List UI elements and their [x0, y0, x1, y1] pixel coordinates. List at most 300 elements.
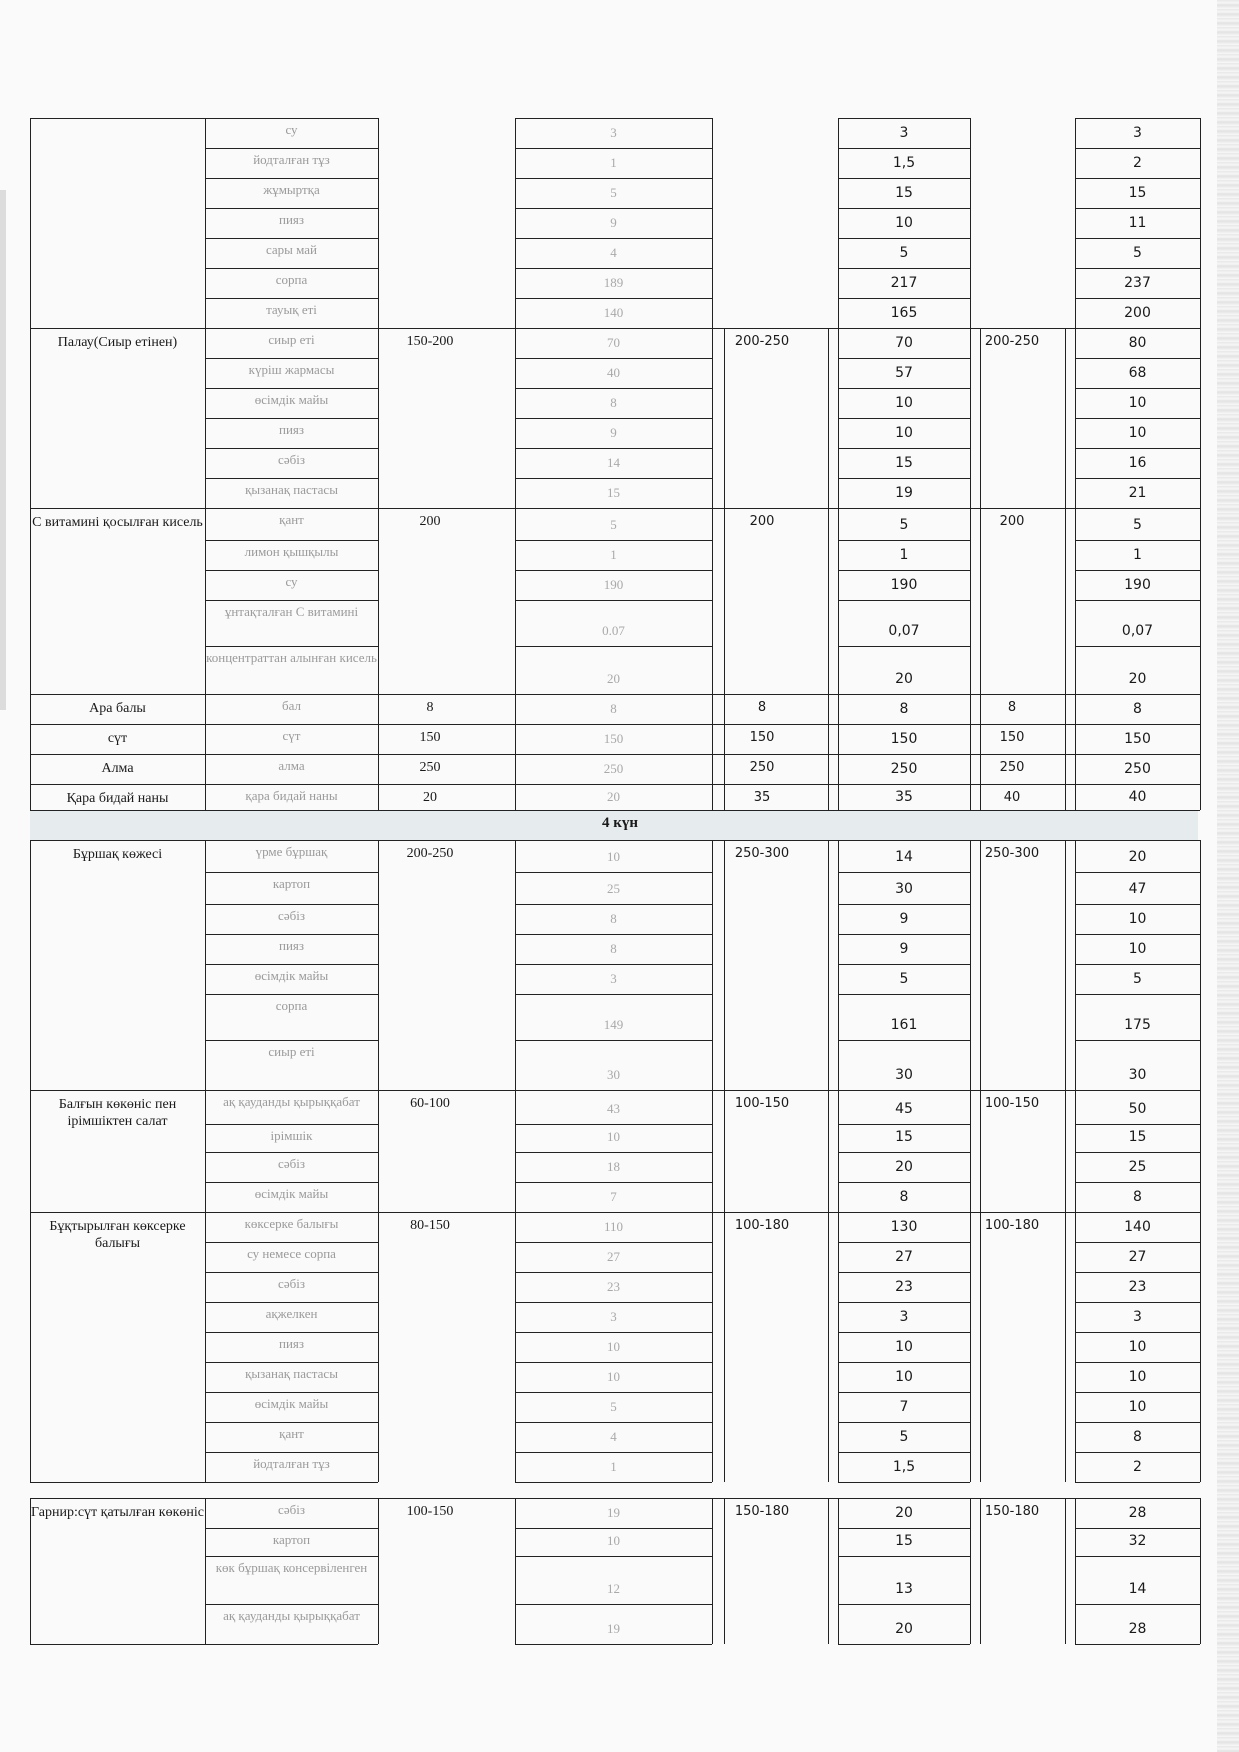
table-rule	[838, 478, 839, 508]
gram-value: 10	[607, 1129, 620, 1144]
portion-size: 100-150	[406, 1504, 454, 1519]
table-rule	[515, 646, 712, 647]
table-rule	[1075, 1528, 1076, 1556]
table-rule	[515, 1362, 712, 1363]
table-rule	[378, 694, 515, 695]
table-rule	[970, 508, 971, 540]
table-rule	[515, 1392, 516, 1422]
table-rule	[712, 418, 713, 448]
gram-value: 15	[895, 185, 913, 201]
gram-value: 23	[895, 1279, 913, 1295]
gram-value: 7	[610, 1189, 617, 1204]
gram-value: 43	[607, 1101, 620, 1116]
table-rule	[970, 1332, 971, 1362]
table-rule	[838, 1604, 839, 1644]
table-rule	[378, 298, 379, 328]
table-rule	[1075, 904, 1076, 934]
gram-value: 15	[895, 1129, 913, 1145]
table-rule	[30, 1498, 31, 1644]
gram-value: 0,07	[888, 623, 920, 639]
table-rule	[970, 934, 971, 964]
table-rule	[970, 418, 971, 448]
gram-value: 25	[1128, 1159, 1147, 1175]
table-rule	[515, 478, 712, 479]
gram-value: 14	[895, 849, 913, 865]
table-rule	[515, 724, 516, 754]
table-rule	[980, 1498, 981, 1644]
gram-value: 10	[1128, 911, 1147, 927]
table-rule	[30, 118, 31, 328]
table-rule	[30, 328, 31, 508]
gram-value: 30	[607, 1067, 620, 1082]
ingredient-name: йодталған тұз	[253, 1456, 330, 1471]
table-rule	[30, 810, 1198, 811]
table-rule	[1075, 964, 1200, 965]
table-rule	[30, 784, 205, 785]
portion-size: 150	[999, 730, 1025, 745]
table-rule	[1075, 298, 1200, 299]
gram-value: 13	[895, 1581, 913, 1597]
table-rule	[205, 238, 378, 239]
table-rule	[712, 1272, 713, 1302]
table-rule	[1075, 540, 1200, 541]
gram-value: 10	[895, 395, 913, 411]
table-rule	[712, 1124, 713, 1152]
table-rule	[838, 178, 839, 208]
table-rule	[378, 1182, 379, 1212]
table-rule	[515, 358, 712, 359]
table-rule	[838, 118, 970, 119]
table-rule	[970, 1040, 971, 1090]
table-rule	[205, 298, 378, 299]
table-rule	[970, 388, 971, 418]
table-rule	[515, 1040, 516, 1090]
table-rule	[970, 178, 971, 208]
table-rule	[515, 1272, 712, 1273]
table-rule	[1065, 784, 1066, 810]
gram-value: 1	[610, 547, 617, 562]
table-rule	[1200, 600, 1201, 646]
ingredient-name: сүт	[282, 728, 301, 743]
table-rule	[515, 540, 516, 570]
portion-size: 100-150	[734, 1096, 790, 1111]
gram-value: 150	[603, 731, 624, 746]
table-rule	[712, 1528, 713, 1556]
table-rule	[1075, 724, 1076, 754]
gram-value: 10	[895, 1339, 913, 1355]
portion-size: 200-250	[984, 334, 1040, 349]
table-rule	[515, 1644, 712, 1645]
table-rule	[1075, 646, 1076, 694]
table-rule	[1075, 1124, 1076, 1152]
table-rule	[378, 1332, 379, 1362]
table-rule	[1075, 1272, 1076, 1302]
table-rule	[515, 418, 712, 419]
portion-size: 150-180	[734, 1504, 790, 1519]
table-rule	[1200, 238, 1201, 268]
ingredient-name: пияз	[278, 422, 305, 437]
table-rule	[838, 872, 839, 904]
table-rule	[515, 1152, 516, 1182]
gram-value: 190	[1124, 577, 1151, 593]
table-rule	[970, 1090, 1075, 1091]
gram-value: 5	[610, 185, 617, 200]
portion-size: 250-300	[734, 846, 790, 861]
dish-name: Бұршақ көжесі	[72, 847, 163, 862]
table-rule	[712, 148, 713, 178]
table-rule	[1075, 1332, 1076, 1362]
table-rule	[30, 754, 31, 784]
gram-value: 27	[895, 1249, 913, 1265]
gram-value: 8	[1133, 1429, 1142, 1445]
gram-value: 20	[895, 1505, 913, 1521]
dish-name: Балғын көкөніс пен ірімшіктен салат	[58, 1097, 177, 1129]
table-rule	[1065, 1212, 1066, 1482]
table-rule	[205, 328, 378, 329]
table-rule	[515, 1124, 712, 1125]
gram-value: 8	[610, 701, 617, 716]
table-rule	[378, 1392, 379, 1422]
table-rule	[712, 1498, 713, 1528]
portion-size: 40	[1003, 790, 1021, 805]
gram-value: 3	[1133, 1309, 1142, 1325]
table-rule	[1200, 478, 1201, 508]
gram-value: 5	[1133, 245, 1142, 261]
table-rule	[515, 994, 516, 1040]
gram-value: 28	[1128, 1505, 1147, 1521]
table-rule	[838, 540, 839, 570]
table-rule	[30, 508, 205, 509]
table-rule	[30, 694, 205, 695]
table-rule	[515, 694, 712, 695]
table-rule	[980, 840, 981, 1090]
ingredient-name: пияз	[278, 938, 305, 953]
table-rule	[1075, 1212, 1200, 1213]
table-rule	[712, 754, 838, 755]
table-rule	[970, 268, 971, 298]
gram-value: 1	[899, 547, 909, 563]
table-rule	[1075, 1498, 1076, 1528]
table-rule	[515, 1242, 712, 1243]
table-rule	[30, 754, 205, 755]
table-rule	[1065, 508, 1066, 694]
table-rule	[712, 904, 713, 934]
table-rule	[970, 328, 1075, 329]
table-rule	[378, 1556, 379, 1604]
portion-size: 35	[753, 790, 771, 805]
table-rule	[515, 1242, 516, 1272]
portion-size: 200	[749, 514, 775, 529]
table-rule	[712, 1556, 713, 1604]
table-rule	[515, 1182, 516, 1212]
table-rule	[828, 1212, 829, 1482]
gram-value: 2	[1133, 155, 1142, 171]
table-rule	[515, 178, 516, 208]
portion-size: 150-180	[984, 1504, 1040, 1519]
gram-value: 18	[607, 1159, 620, 1174]
table-rule	[1075, 148, 1076, 178]
table-rule	[970, 784, 971, 810]
table-rule	[712, 358, 713, 388]
table-rule	[205, 268, 378, 269]
table-rule	[838, 1604, 970, 1605]
table-rule	[515, 1124, 516, 1152]
table-rule	[515, 268, 712, 269]
table-rule	[1065, 694, 1066, 724]
table-rule	[970, 840, 971, 872]
table-rule	[1200, 1152, 1201, 1182]
table-rule	[970, 1212, 1075, 1213]
portion-size: 80-150	[410, 1218, 450, 1233]
table-rule	[205, 1242, 378, 1243]
table-rule	[205, 1302, 378, 1303]
table-rule	[712, 964, 713, 994]
table-rule	[970, 694, 971, 724]
table-rule	[1200, 298, 1201, 328]
table-rule	[970, 238, 971, 268]
table-rule	[712, 268, 713, 298]
table-rule	[378, 840, 379, 872]
portion-size: 250-300	[984, 846, 1040, 861]
table-rule	[712, 1182, 713, 1212]
table-rule	[838, 570, 839, 600]
gram-value: 10	[607, 1533, 620, 1548]
table-rule	[1200, 934, 1201, 964]
table-rule	[970, 1392, 971, 1422]
table-rule	[515, 600, 712, 601]
table-rule	[1075, 358, 1200, 359]
table-rule	[970, 1152, 971, 1182]
table-rule	[838, 1182, 970, 1183]
gram-value: 10	[895, 1369, 913, 1385]
table-rule	[515, 1482, 712, 1483]
table-rule	[1075, 540, 1076, 570]
ingredient-name: көксерке балығы	[244, 1216, 339, 1231]
table-rule	[970, 1498, 1075, 1499]
table-rule	[30, 1644, 205, 1645]
table-rule	[970, 724, 1075, 725]
table-rule	[378, 358, 379, 388]
table-rule	[1075, 208, 1076, 238]
table-rule	[515, 784, 516, 810]
table-rule	[712, 1212, 713, 1242]
table-rule	[205, 646, 378, 647]
table-rule	[205, 508, 378, 509]
ingredient-name: ірімшік	[270, 1128, 313, 1143]
table-rule	[838, 840, 839, 872]
table-rule	[980, 508, 981, 694]
table-rule	[378, 904, 379, 934]
table-rule	[1200, 1392, 1201, 1422]
table-rule	[1075, 840, 1076, 872]
table-rule	[838, 1212, 970, 1213]
table-rule	[378, 964, 379, 994]
table-rule	[712, 724, 838, 725]
table-rule	[378, 148, 379, 178]
table-rule	[838, 1528, 839, 1556]
table-rule	[970, 358, 971, 388]
table-rule	[838, 328, 970, 329]
ingredient-name: қызанақ пастасы	[245, 1366, 338, 1381]
ingredient-name: ақ қауданды қырыққабат	[223, 1608, 360, 1623]
table-rule	[838, 1528, 970, 1529]
table-rule	[712, 840, 713, 872]
table-rule	[712, 934, 713, 964]
table-rule	[1075, 1604, 1200, 1605]
table-rule	[1200, 1272, 1201, 1302]
table-rule	[515, 268, 516, 298]
table-rule	[838, 904, 839, 934]
table-rule	[1075, 1242, 1076, 1272]
table-rule	[838, 508, 839, 540]
gram-value: 19	[607, 1621, 620, 1636]
table-rule	[838, 1242, 839, 1272]
table-rule	[712, 118, 713, 148]
gram-value: 9	[610, 425, 617, 440]
portion-size: 250	[419, 760, 441, 775]
table-rule	[30, 1482, 205, 1483]
table-rule	[1200, 328, 1201, 358]
table-rule	[205, 478, 378, 479]
table-rule	[378, 1528, 379, 1556]
table-rule	[838, 540, 970, 541]
table-rule	[515, 178, 712, 179]
gram-value: 5	[899, 517, 909, 533]
table-rule	[1075, 508, 1076, 540]
table-rule	[838, 1392, 970, 1393]
table-rule	[30, 328, 205, 329]
dish-name: Палау(Сиыр етінен)	[57, 335, 178, 350]
table-rule	[970, 1556, 971, 1604]
table-rule	[1075, 994, 1076, 1040]
table-rule	[515, 540, 712, 541]
table-rule	[205, 1212, 378, 1213]
table-rule	[515, 508, 516, 540]
gram-value: 70	[895, 335, 913, 351]
ingredient-name: ақжелкен	[265, 1306, 318, 1321]
table-rule	[838, 1498, 839, 1528]
table-rule	[378, 1302, 379, 1332]
gram-value: 70	[607, 335, 620, 350]
table-rule	[1075, 1272, 1200, 1273]
table-rule	[838, 328, 839, 358]
ingredient-name: өсімдік майы	[254, 1396, 329, 1411]
table-rule	[378, 238, 379, 268]
table-rule	[980, 694, 981, 724]
table-rule	[1200, 178, 1201, 208]
table-rule	[838, 208, 970, 209]
ingredient-name: қызанақ пастасы	[245, 482, 338, 497]
table-rule	[378, 754, 379, 784]
gram-value: 175	[1124, 1017, 1151, 1033]
table-rule	[378, 328, 515, 329]
gram-value: 2	[1133, 1459, 1142, 1475]
table-rule	[378, 1452, 379, 1482]
table-rule	[1075, 178, 1076, 208]
table-rule	[1075, 872, 1200, 873]
table-rule	[970, 1362, 971, 1392]
gram-value: 10	[1128, 1369, 1147, 1385]
table-rule	[515, 448, 516, 478]
table-rule	[515, 754, 712, 755]
table-rule	[838, 388, 839, 418]
table-rule	[1075, 1090, 1200, 1091]
portion-size: 8	[757, 700, 767, 715]
table-rule	[515, 904, 712, 905]
table-rule	[1075, 1482, 1200, 1483]
table-rule	[970, 148, 971, 178]
gram-value: 237	[1124, 275, 1151, 291]
table-rule	[1065, 1090, 1066, 1212]
gram-value: 15	[895, 1533, 913, 1549]
table-rule	[1200, 784, 1201, 810]
gram-value: 45	[895, 1101, 913, 1117]
table-rule	[1075, 238, 1076, 268]
gram-value: 1	[610, 155, 617, 170]
gram-value: 50	[1128, 1101, 1147, 1117]
gram-value: 5	[1133, 971, 1142, 987]
table-rule	[1200, 1452, 1201, 1482]
gram-value: 189	[603, 275, 624, 290]
table-rule	[838, 148, 839, 178]
table-rule	[515, 298, 516, 328]
gram-value: 20	[607, 789, 620, 804]
table-rule	[838, 754, 970, 755]
table-rule	[712, 872, 713, 904]
table-rule	[515, 448, 712, 449]
table-rule	[838, 1272, 839, 1302]
table-rule	[724, 724, 725, 754]
portion-size: 100-180	[984, 1218, 1040, 1233]
dish-name: С витаминi қосылған кисель	[32, 515, 203, 530]
gram-value: 1	[1133, 547, 1142, 563]
table-rule	[515, 1528, 712, 1529]
table-rule	[724, 1212, 725, 1482]
table-rule	[515, 388, 712, 389]
table-rule	[205, 1556, 378, 1557]
table-rule	[378, 754, 515, 755]
table-rule	[1075, 994, 1200, 995]
day-heading: 4 күн	[601, 815, 639, 831]
table-rule	[712, 328, 713, 358]
table-rule	[970, 754, 1075, 755]
table-rule	[712, 1152, 713, 1182]
table-rule	[712, 600, 713, 646]
table-rule	[1075, 1452, 1076, 1482]
portion-size: 200	[419, 514, 441, 529]
table-rule	[838, 1482, 970, 1483]
gram-value: 5	[899, 245, 909, 261]
gram-value: 1,5	[892, 155, 916, 171]
table-rule	[838, 1302, 839, 1332]
table-rule	[838, 934, 839, 964]
table-rule	[1200, 1604, 1201, 1644]
table-rule	[712, 478, 713, 508]
portion-size: 20	[423, 790, 437, 805]
ingredient-name: алма	[278, 758, 305, 773]
table-rule	[838, 1152, 970, 1153]
table-rule	[1075, 1362, 1076, 1392]
table-rule	[838, 1362, 839, 1392]
table-rule	[205, 600, 378, 601]
table-rule	[724, 784, 725, 810]
gram-value: 110	[603, 1219, 624, 1234]
ingredient-name: лимон қышқылы	[244, 544, 339, 559]
table-rule	[970, 724, 971, 754]
table-rule	[378, 1604, 379, 1644]
table-rule	[970, 1124, 971, 1152]
table-rule	[515, 1090, 712, 1091]
